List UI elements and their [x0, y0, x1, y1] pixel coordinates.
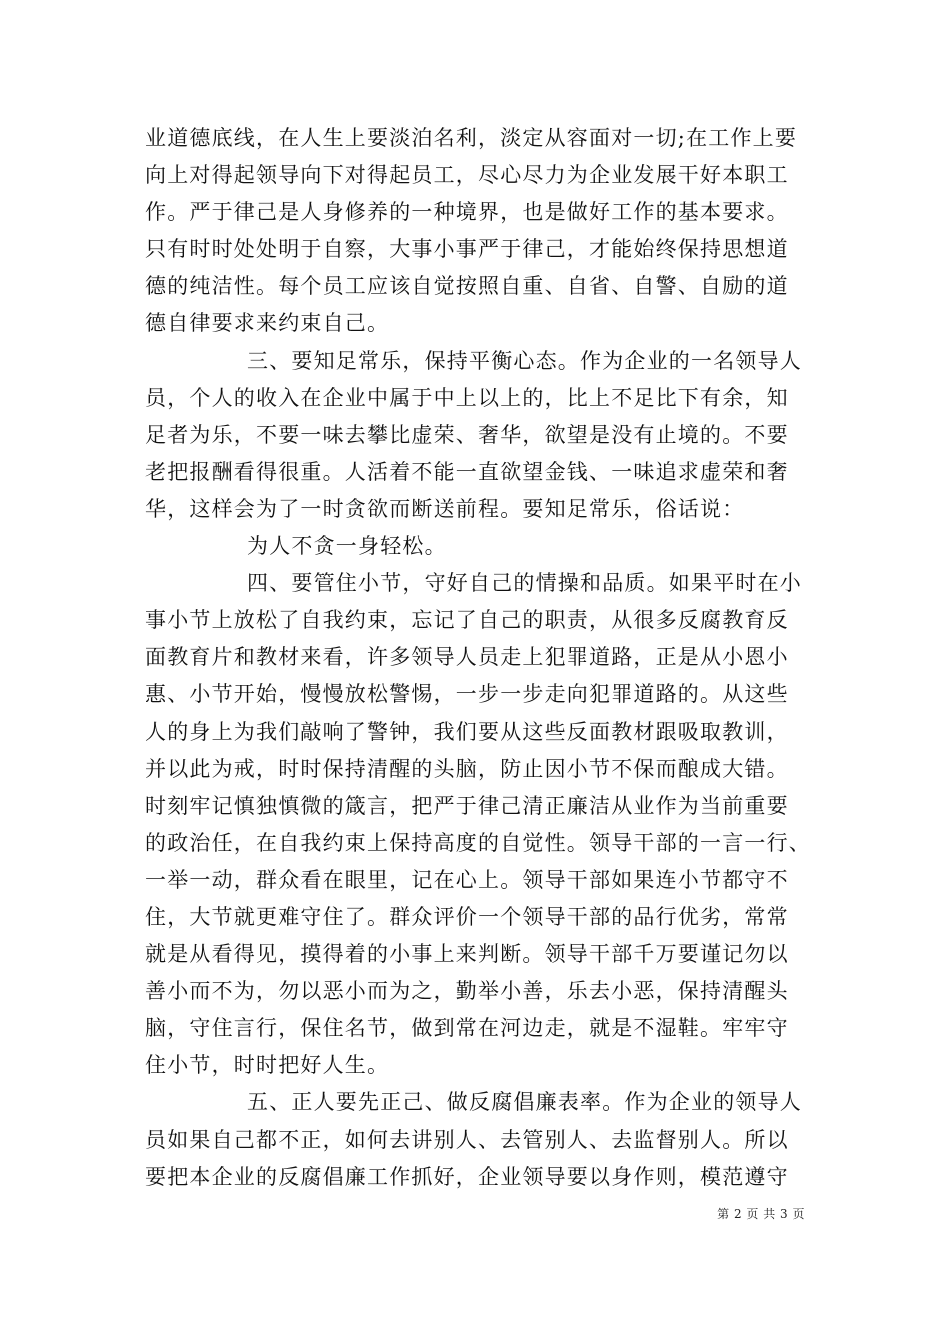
- paragraph-heading-3: 三、要知足常乐，保持平衡心态。作为企业的一名领导人: [247, 348, 802, 373]
- text-line: 人的身上为我们敲响了警钟，我们要从这些反面教材跟吸取教训，: [145, 719, 789, 744]
- paragraph-heading-5: 五、正人要先正己、做反腐倡廉表率。作为企业的领导人: [247, 1090, 802, 1115]
- text-line: 作。严于律己是人身修养的一种境界，也是做好工作的基本要求。: [145, 200, 789, 225]
- document-body: [145, 120, 825, 1196]
- page-number-footer: 第 2 页 共 3 页: [717, 1207, 805, 1221]
- text-line: 向上对得起领导向下对得起员工，尽心尽力为企业发展干好本职工: [145, 163, 789, 188]
- text-line: 业道德底线，在人生上要淡泊名利，淡定从容面对一切;在工作上要: [145, 126, 798, 150]
- text-line: 善小而不为，勿以恶小而为之，勤举小善，乐去小恶，保持清醒头: [145, 979, 789, 1004]
- text-line: 老把报酬看得很重。人活着不能一直欲望金钱、一味追求虚荣和奢: [145, 459, 789, 484]
- text-line: 德的纯洁性。每个员工应该自觉按照自重、自省、自警、自励的道: [145, 274, 789, 299]
- quote-line: 为人不贪一身轻松。: [247, 534, 447, 559]
- text-line: 就是从看得见，摸得着的小事上来判断。领导干部千万要谨记勿以: [145, 942, 789, 967]
- text-line: 的政治任，在自我约束上保持高度的自觉性。领导干部的一言一行、: [145, 830, 811, 855]
- text-line: 只有时时处处明于自察，大事小事严于律己，才能始终保持思想道: [145, 237, 789, 262]
- text-line: 德自律要求来约束自己。: [145, 311, 390, 336]
- text-line: 事小节上放松了自我约束，忘记了自己的职责，从很多反腐教育反: [145, 608, 789, 633]
- text-line: 住，大节就更难守住了。群众评价一个领导干部的品行优劣，常常: [145, 904, 789, 929]
- text-line: 并以此为戒，时时保持清醒的头脑，防止因小节不保而酿成大错。: [145, 756, 789, 781]
- text-line: 员如果自己都不正，如何去讲别人、去管别人、去监督别人。所以: [145, 1127, 789, 1152]
- text-line: 一举一动，群众看在眼里，记在心上。领导干部如果连小节都守不: [145, 867, 789, 892]
- text-line: 惠、小节开始，慢慢放松警惕，一步一步走向犯罪道路的。从这些: [145, 682, 789, 707]
- paragraph-heading-4: 四、要管住小节，守好自己的情操和品质。如果平时在小: [247, 571, 802, 596]
- text-line: 住小节，时时把好人生。: [145, 1053, 390, 1078]
- text-line: 足者为乐，不要一味去攀比虚荣、奢华，欲望是没有止境的。不要: [145, 422, 789, 447]
- text-line: 华，这样会为了一时贪欲而断送前程。要知足常乐，俗话说：: [145, 496, 745, 521]
- text-line: 要把本企业的反腐倡廉工作抓好，企业领导要以身作则，模范遵守: [145, 1164, 789, 1189]
- text-line: 脑，守住言行，保住名节，做到常在河边走，就是不湿鞋。牢牢守: [145, 1016, 789, 1041]
- text-line: 面教育片和教材来看，许多领导人员走上犯罪道路，正是从小恩小: [145, 645, 789, 670]
- text-line: 时刻牢记慎独慎微的箴言，把严于律己清正廉洁从业作为当前重要: [145, 793, 789, 818]
- text-line: 员，个人的收入在企业中属于中上以上的，比上不足比下有余，知: [145, 385, 789, 410]
